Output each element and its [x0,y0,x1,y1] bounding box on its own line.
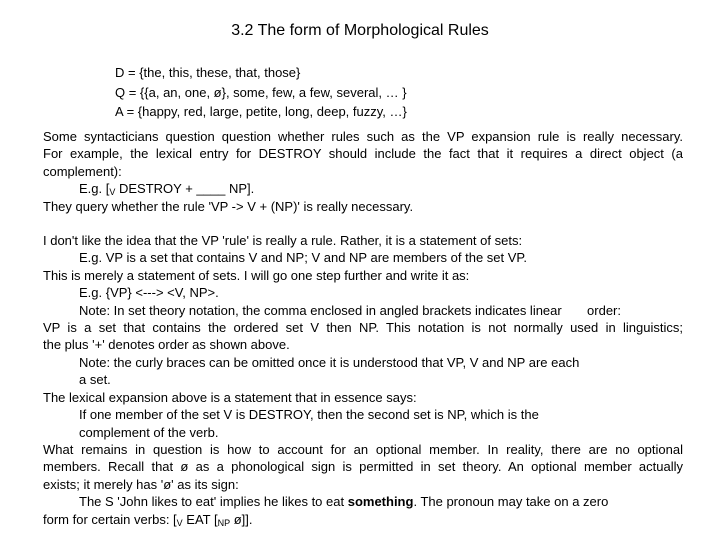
body-text [43,128,683,528]
para2-line: I don't like the idea that the VP 'rule' is really a rule. Rather, it is a statement of sets: [43,233,523,249]
example-rest: DESTROY + ____ NP]. [115,181,255,197]
para2-line: The lexical expansion above is a statement that in essence says: [43,389,417,405]
para2-line: This is merely a statement of sets. I will go one step further and write it as: [43,267,470,283]
text-run: form for certain verbs: [ [43,511,177,527]
note-line [43,302,683,319]
page-title: 3.2 The form of Morphological Rules [231,22,489,39]
definition-a: A = {happy, red, large, petite, long, deep, fuzzy, …} [115,104,407,119]
para2-line: VP is a set that contains the ordered set V then NP. This notation is not normally used in linguistics; [43,320,683,336]
para1-line: Some syntacticians question question whether rules such as the VP expansion rule is really necessary. [43,129,683,144]
definition-d: D = {the, this, these, that, those} [115,65,301,80]
para2-line: complement of the verb. [79,424,219,440]
note-line: a set. [79,372,111,388]
subscript: NP [217,517,231,528]
para2-line: E.g. {VP} <---> <V, NP>. [79,285,219,301]
example-prefix: E.g. [ [79,181,110,197]
para2-line: exists; it merely has 'ø' as its sign: [43,476,239,492]
note-word: order: [587,302,621,318]
para2-line: What remains in question is how to account for an optional member. In reality, there are no optional [43,441,683,457]
emphasis-something: something [347,494,414,510]
definitions-block [115,63,407,122]
example-line [43,180,683,197]
para1-line: They query whether the rule 'VP -> V + (NP)' is really necessary. [43,198,414,214]
para2-line: the plus '+' denotes order as shown above. [43,337,290,353]
note-line: Note: the curly braces can be omitted once it is understood that VP, V and NP are each [79,354,580,370]
para2-line: E.g. VP is a set that contains V and NP; V and NP are members of the set VP. [79,250,528,266]
text-run: ø]]. [230,511,253,527]
definition-q: Q = {{a, an, one, ø}, some, few, a few, several, … } [115,84,407,100]
para2-line [43,511,683,528]
note-text: Note: In set theory notation, the comma enclosed in angled brackets indicates linear [79,302,562,318]
text-run: The S 'John likes to eat' implies he likes to eat [79,494,348,510]
para1-line: complement): [43,163,122,179]
subscript: V [176,517,183,528]
para1-line: For example, the lexical entry for DESTROY should include the fact that it requires a direct object (a [43,146,683,162]
text-run: EAT [ [182,511,218,527]
text-run: . The pronoun may take on a zero [413,494,609,510]
para2-line: If one member of the set V is DESTROY, then the second set is NP, which is the [79,407,539,423]
subscript: V [109,187,116,198]
para2-line: members. Recall that ø as a phonological sign is permitted in set theory. An optional member actually [43,459,683,475]
para2-line [43,493,683,510]
